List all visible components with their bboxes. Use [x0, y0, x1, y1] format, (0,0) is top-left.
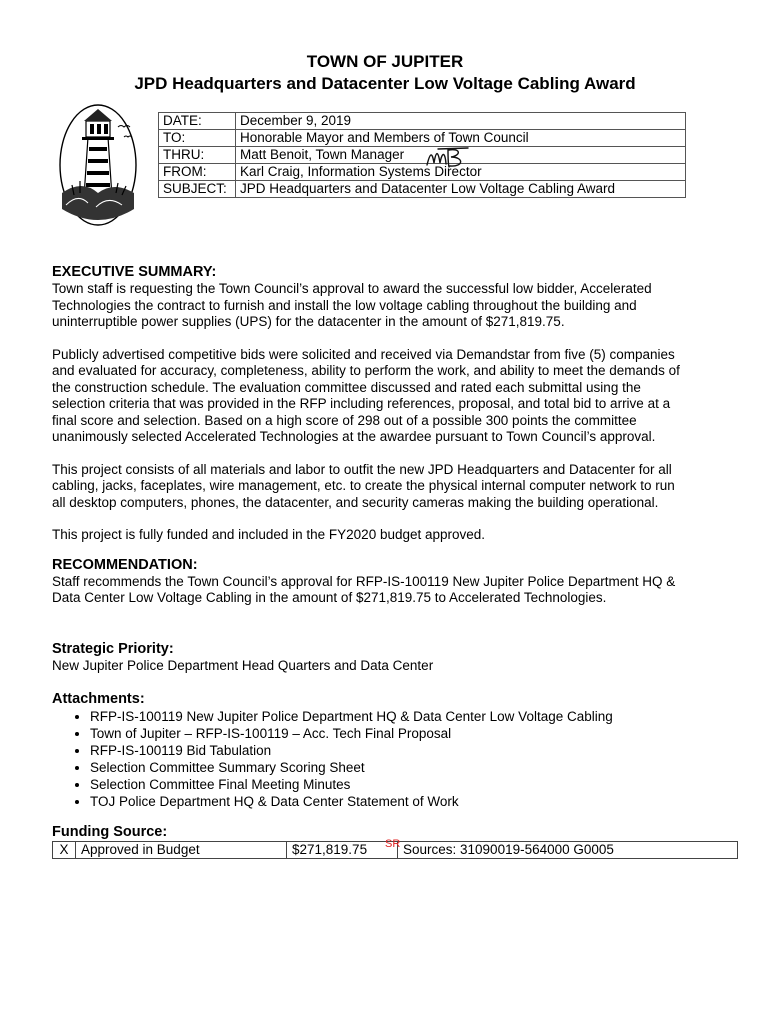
- memo-label: SUBJECT:: [159, 181, 236, 198]
- memo-value: JPD Headquarters and Datacenter Low Voltage Cabling Award: [236, 181, 686, 198]
- memo-label: DATE:: [159, 113, 236, 130]
- attachments-list: [52, 708, 682, 810]
- summary-paragraph: Town staff is requesting the Town Council’s approval to award the successful low bidder, Accelerated Technologies the contract to furnish and install the low voltage cabling throughout the building and uninterruptible power supplies (UPS) for the datacenter in the amount of $271,819.75.: [52, 281, 652, 329]
- memo-row-thru: [159, 147, 686, 164]
- recommendation-text: Staff recommends the Town Council’s approval for RFP-IS-100119 New Jupiter Police Department HQ & Data Center Low Voltage Cabling in the amount of $271,819.75 to Accelerated Technologies.: [52, 573, 676, 605]
- funding-sources: Sources: 31090019-564000 G0005: [398, 842, 738, 859]
- memo-label: TO:: [159, 130, 236, 147]
- header-document-title: JPD Headquarters and Datacenter Low Voltage Cabling Award: [134, 74, 636, 93]
- strategic-priority-heading: Strategic Priority:: [52, 640, 174, 657]
- strategic-priority-text: New Jupiter Police Department Head Quarters and Data Center: [52, 657, 434, 673]
- memo-row-to: [159, 130, 686, 147]
- memo-header-table: [158, 112, 686, 198]
- memo-value: December 9, 2019: [236, 113, 686, 130]
- summary-paragraph: This project is fully funded and included in the FY2020 budget approved.: [52, 527, 486, 542]
- lighthouse-seal-icon: [52, 97, 152, 229]
- funding-amount: $271,819.75: [287, 842, 398, 859]
- recommendation-heading: RECOMMENDATION:: [52, 556, 198, 573]
- list-item: • Selection Committee Summary Scoring Sheet: [90, 759, 682, 776]
- memo-row-subject: [159, 181, 686, 198]
- funding-table-wrapper: [52, 838, 682, 859]
- list-item: • Town of Jupiter – RFP-IS-100119 – Acc. Tech Final Proposal: [90, 725, 682, 742]
- memo-body: [52, 263, 682, 859]
- memo-value: Karl Craig, Information Systems Director: [236, 164, 686, 181]
- funding-mark: X: [53, 842, 76, 859]
- memo-row-date: [159, 113, 686, 130]
- reviewer-initials: SR: [385, 838, 401, 850]
- memo-row-from: [159, 164, 686, 181]
- summary-paragraph: This project consists of all materials and labor to outfit the new JPD Headquarters and Datacenter for all cabling, jacks, faceplates, wire management, etc. to create the physical internal computer network to run all desktop computers, phones, the datacenter, and security cameras making the building operational.: [52, 461, 675, 510]
- memo-label: THRU:: [159, 147, 236, 164]
- executive-summary-heading: EXECUTIVE SUMMARY:: [52, 264, 217, 280]
- list-item: • TOJ Police Department HQ & Data Center Statement of Work: [90, 793, 682, 810]
- header-town-name: TOWN OF JUPITER: [306, 52, 464, 71]
- summary-paragraph: Publicly advertised competitive bids were solicited and received via Demandstar from five (5) companies and evaluated for accuracy, completeness, ability to perform the work, and ability to meet the demands of the construction schedule. The evaluation committee discussed and rated each submittal using the selection criteria that was provided in the RFP including references, proposal, and total bid to arrive at a final score and selection. Based on a high score of 298 out of a possible 300 points the committee unanimously selected Accelerated Technologies at the awardee pursuant to Town Council’s approval.: [52, 346, 680, 444]
- list-item: • Selection Committee Final Meeting Minutes: [90, 776, 682, 793]
- funding-source-heading: Funding Source:: [52, 824, 168, 840]
- list-item: • RFP-IS-100119 Bid Tabulation: [90, 742, 682, 759]
- memo-label: FROM:: [159, 164, 236, 181]
- memo-value: Honorable Mayor and Members of Town Council: [236, 130, 686, 147]
- list-item: • RFP-IS-100119 New Jupiter Police Department HQ & Data Center Low Voltage Cabling: [90, 708, 682, 725]
- attachments-heading: Attachments:: [52, 691, 145, 707]
- funding-label: Approved in Budget: [76, 842, 287, 859]
- handwritten-initials-icon: [424, 145, 480, 171]
- memo-value: Matt Benoit, Town Manager: [236, 147, 686, 164]
